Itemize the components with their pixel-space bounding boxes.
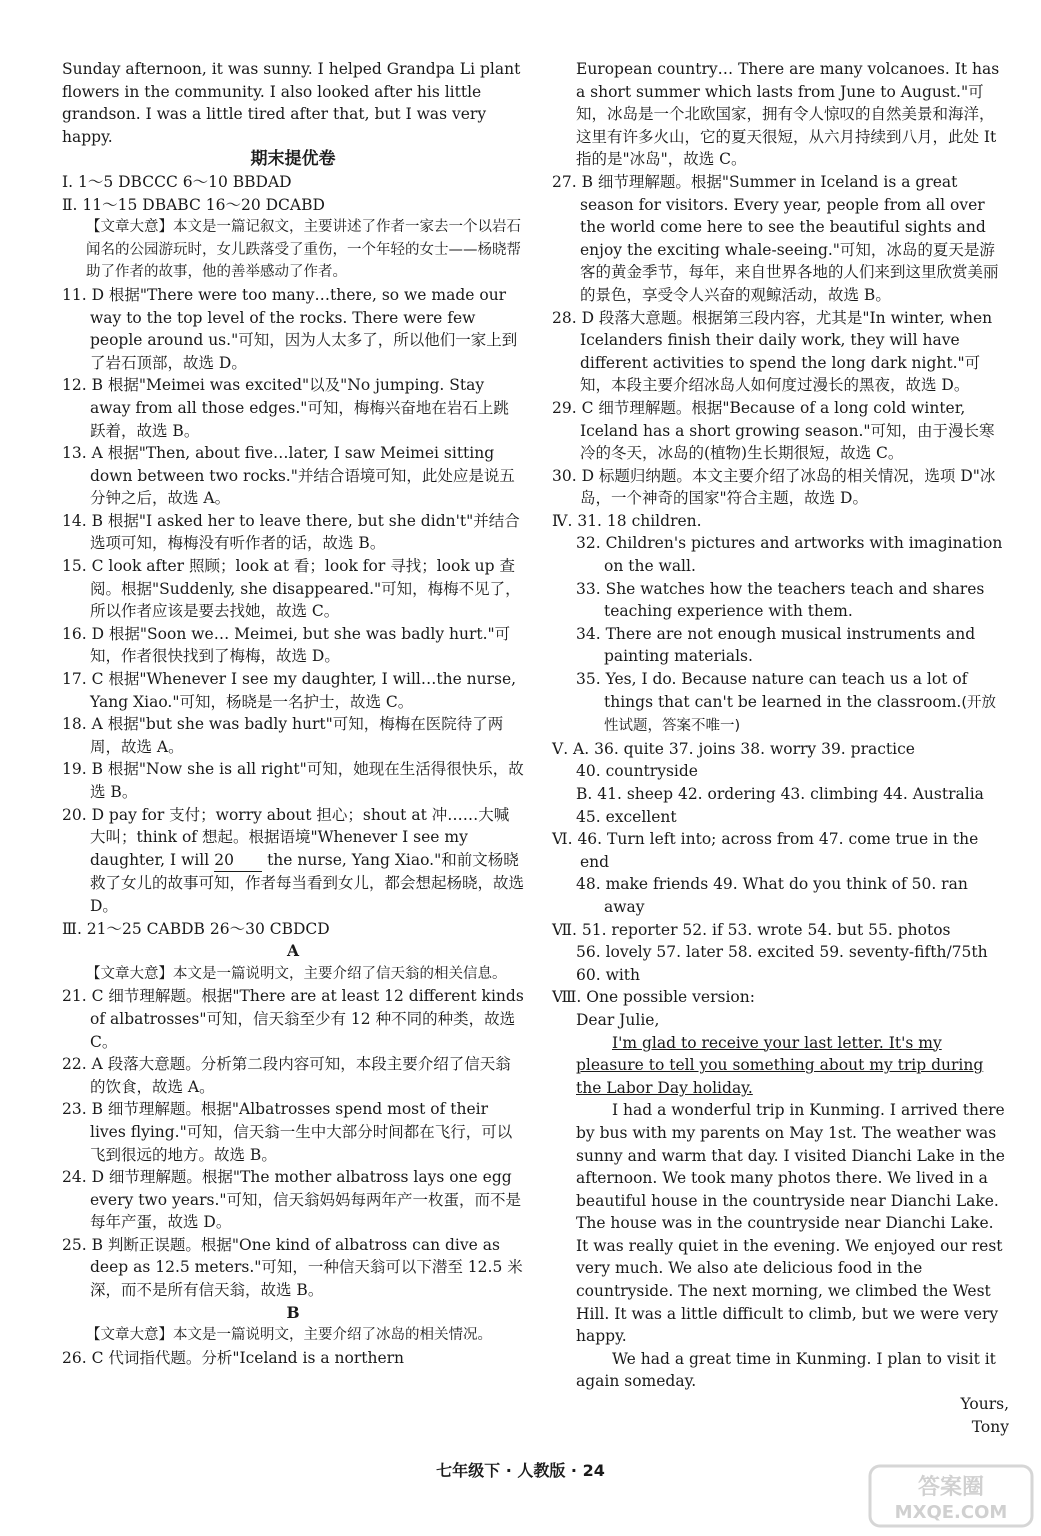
explanation-26-continued: European country… There are many volcanoes. It has a short summer which lasts from June to August."可知，冰岛是一个北欧国家，拥有令人惊叹的自然美景和海洋，这里有许多火山，它的夏天很短，从六月持续到八月，此处 It 指的是"冰岛"，故选 C。 — [576, 60, 1000, 169]
explanation-26-start: 26. C 代词指代题。分析"Iceland is a northern — [62, 1348, 405, 1367]
intro-paragraph: Sunday afternoon, it was sunny. I helped Grandpa Li plant flowers in the community. I also looked after his little grandson. I was a little tired after that, but I was very happy. — [62, 60, 521, 146]
section-title: 期末提优卷 — [250, 149, 336, 170]
blank-20: 20 — [214, 849, 262, 873]
answer-34: 34. There are not enough musical instruments and painting materials. — [576, 624, 976, 666]
explanation-28: 28. D 段落大意题。根据第三段内容，尤其是"In winter, when Icelanders finish their daily work, they will have different activities to spend the long dark night."可知，本段主要介绍冰岛人如何度过漫长的黑夜，故选 D。 — [552, 308, 993, 395]
section-5a-answers-cont: 40. countryside — [576, 762, 698, 781]
svg-text:MXQE.COM: MXQE.COM — [894, 1502, 1008, 1523]
section-5b-answers-cont: 45. excellent — [576, 807, 677, 826]
summary-passage-b: 【文章大意】本文是一篇说明文，主要介绍了冰岛的相关情况。 — [86, 1327, 492, 1344]
explanation-24: 24. D 细节理解题。根据"The mother albatross lays one egg every two years."可知，信天翁妈妈每两年产一枚蛋，而不是每年产蛋，故选 D。 — [62, 1168, 522, 1232]
explanation-17: 17. C 根据"Whenever I see my daughter, I will…the nurse, Yang Xiao."可知，杨晓是一名护士，故选 C。 — [62, 670, 517, 711]
section-2-answers: Ⅱ. 11～15 DBABC 16～20 DCABD — [62, 195, 325, 214]
explanation-27: 27. B 细节理解题。根据"Summer in Iceland is a great season for visitors. Every year, people from all over the world come here to see the beautiful sights and enjoy the exciting whale-seeing."可知，冰岛的夏天是游客的黄金季节，每年，来自世界各地的人们来到这里欣赏美丽的景色，享受令人兴奋的观鲸活动，故选 B。 — [552, 172, 999, 304]
summary-section-2: 【文章大意】本文是一篇记叙文，主要讲述了作者一家去一个以岩石闻名的公园游玩时，女儿跌落受了重伤，一个年轻的女士——杨晓帮助了作者的故事，他的善举感动了作者。 — [86, 219, 521, 281]
explanation-25: 25. B 判断正误题。根据"One kind of albatross can dive as deep as 12.5 meters."可知，一种信天翁可以下潜至 12.5 米深，而不是所有信天翁，故选 B。 — [62, 1235, 523, 1300]
explanation-23: 23. B 细节理解题。根据"Albatrosses spend most of their lives flying."可知，信天翁一生中大部分时间都在飞行，可以飞到很远的地方。故选 B。 — [62, 1100, 513, 1164]
section-6-answers-cont: 48. make friends 49. What do you think of 50. ran away — [576, 875, 968, 916]
explanation-18: 18. A 根据"but she was badly hurt"可知，梅梅在医院待了两周，故选 A。 — [62, 715, 504, 756]
explanation-14: 14. B 根据"I asked her to leave there, but she didn't"并结合选项可知，梅梅没有听作者的话，故选 B。 — [62, 511, 520, 553]
passage-a-heading: A — [286, 941, 300, 961]
section-8-heading: Ⅷ. One possible version: — [552, 988, 755, 1007]
letter-signoff: Yours, — [960, 1395, 1009, 1414]
answer-31: Ⅳ. 31. 18 children. — [552, 511, 702, 530]
letter-body: I had a wonderful trip in Kunming. I arrived there by bus with my parents on May 1st. The weather was sunny and warm that day. I visited Dianchi Lake in the afternoon. We took many photos there. We lived in a beautiful house in the countryside near Dianchi Lake. The house was in the countryside near Dianchi Lake. It was really quiet in the evening. We enjoyed our rest very much. We also ate delicious food in the countryside. The next morning, we climbed the West Hill. It was a little difficult to climb, but we were very happy. — [576, 1101, 1005, 1346]
explanation-20-part2: the nurse, Yang Xiao."和前文杨晓救了女儿的故事可知，作者每当看到女儿，都会想起杨晓，故选 D。 — [90, 850, 525, 915]
explanation-15: 15. C look after 照顾；look at 看；look for 寻找；look up 查阅。根据"Suddenly, she disappeared."可知，梅梅不见了，所以作者应该是要去找她，故选 C。 — [62, 557, 521, 621]
explanation-22: 22. A 段落大意题。分析第二段内容可知，本段主要介绍了信天翁的饮食，故选 A。 — [62, 1055, 511, 1096]
explanation-12: 12. B 根据"Meimei was excited"以及"No jumping. Stay away from all those edges."可知，梅梅兴奋地在岩石上跳跃着，故选 B。 — [62, 376, 509, 440]
explanation-20-part1: 20. D pay for 支付；worry about 担心；shout at 冲……大喊大叫；think of 想起。根据语境"Whenever I see my daughter, I will — [62, 805, 510, 869]
sample-letter — [552, 1009, 1009, 1438]
explanation-13: 13. A 根据"Then, about five…later, I saw Meimei sitting down between two rocks."并结合语境可知，此处应是说五分钟之后，故选 A。 — [62, 444, 515, 508]
letter-signature: Tony — [971, 1417, 1009, 1436]
section-7-answers-cont: 56. lovely 57. later 58. excited 59. seventy-fifth/75th — [576, 943, 988, 962]
answer-35-note: (开放性试题，答案不唯一) — [604, 694, 997, 735]
section-5a-answers: Ⅴ. A. 36. quite 37. joins 38. worry 39. practice — [552, 739, 915, 758]
answer-35 — [576, 668, 1009, 738]
explanation-29: 29. C 细节理解题。根据"Because of a long cold winter, Iceland has a short growing season."可知，由于漫长寒冷的冬天，冰岛的(植物)生长期很短，故选 C。 — [552, 398, 995, 463]
page-footer: 七年级下 · 人教版 · 24 — [436, 1461, 605, 1480]
section-1-answers: Ⅰ. 1～5 DBCCC 6～10 BBDAD — [62, 172, 292, 191]
explanation-20 — [62, 804, 524, 918]
summary-passage-a: 【文章大意】本文是一篇说明文，主要介绍了信天翁的相关信息。 — [86, 965, 507, 982]
section-3-answers: Ⅲ. 21～25 CABDB 26～30 CBDCD — [62, 919, 330, 938]
answer-35-text: 35. Yes, I do. Because nature can teach us a lot of things that can't be learned in the classroom. — [576, 670, 968, 711]
section-6-answers: Ⅵ. 46. Turn left into; across from 47. come true in the end — [552, 830, 979, 871]
section-5b-answers: B. 41. sheep 42. ordering 43. climbing 44. Australia — [576, 785, 984, 803]
passage-b-heading: B — [286, 1302, 300, 1322]
explanation-11: 11. D 根据"There were too many…there, so we made our way to the top level of the rocks. There were few people around us."可知，因为人太多了，所以他们一家上到了岩石顶部，故选 D。 — [62, 285, 518, 372]
section-7-answers-cont2: 60. with — [576, 965, 641, 984]
right-column — [552, 58, 1009, 1438]
letter-closing: We had a great time in Kunming. I plan to visit it again someday. — [576, 1349, 996, 1391]
letter-greeting: Dear Julie, — [576, 1010, 660, 1029]
answer-32: 32. Children's pictures and artworks with imagination on the wall. — [576, 534, 1003, 576]
explanation-30: 30. D 标题归纳题。本文主要介绍了冰岛的相关情况，选项 D"冰岛，一个神奇的国家"符合主题，故选 D。 — [552, 466, 996, 508]
answer-33: 33. She watches how the teachers teach and shares teaching experience with them. — [576, 579, 985, 621]
section-7-answers: Ⅶ. 51. reporter 52. if 53. wrote 54. but 55. photos — [552, 920, 951, 939]
explanation-19: 19. B 根据"Now she is all right"可知，她现在生活得很快乐，故选 B。 — [62, 760, 524, 801]
left-column — [62, 58, 524, 1369]
svg-text:答案圈: 答案圈 — [917, 1475, 985, 1500]
explanation-16: 16. D 根据"Soon we… Meimei, but she was badly hurt."可知，作者很快找到了梅梅，故选 D。 — [62, 624, 511, 666]
explanation-21: 21. C 细节理解题。根据"There are at least 12 different kinds of albatrosses"可知，信天翁至少有 12 种不同的种类，故选 C。 — [62, 987, 524, 1051]
watermark-logo — [868, 1464, 1034, 1528]
letter-opening: I'm glad to receive your last letter. It's my pleasure to tell you something about my trip during the Labor Day holiday. — [576, 1033, 984, 1097]
